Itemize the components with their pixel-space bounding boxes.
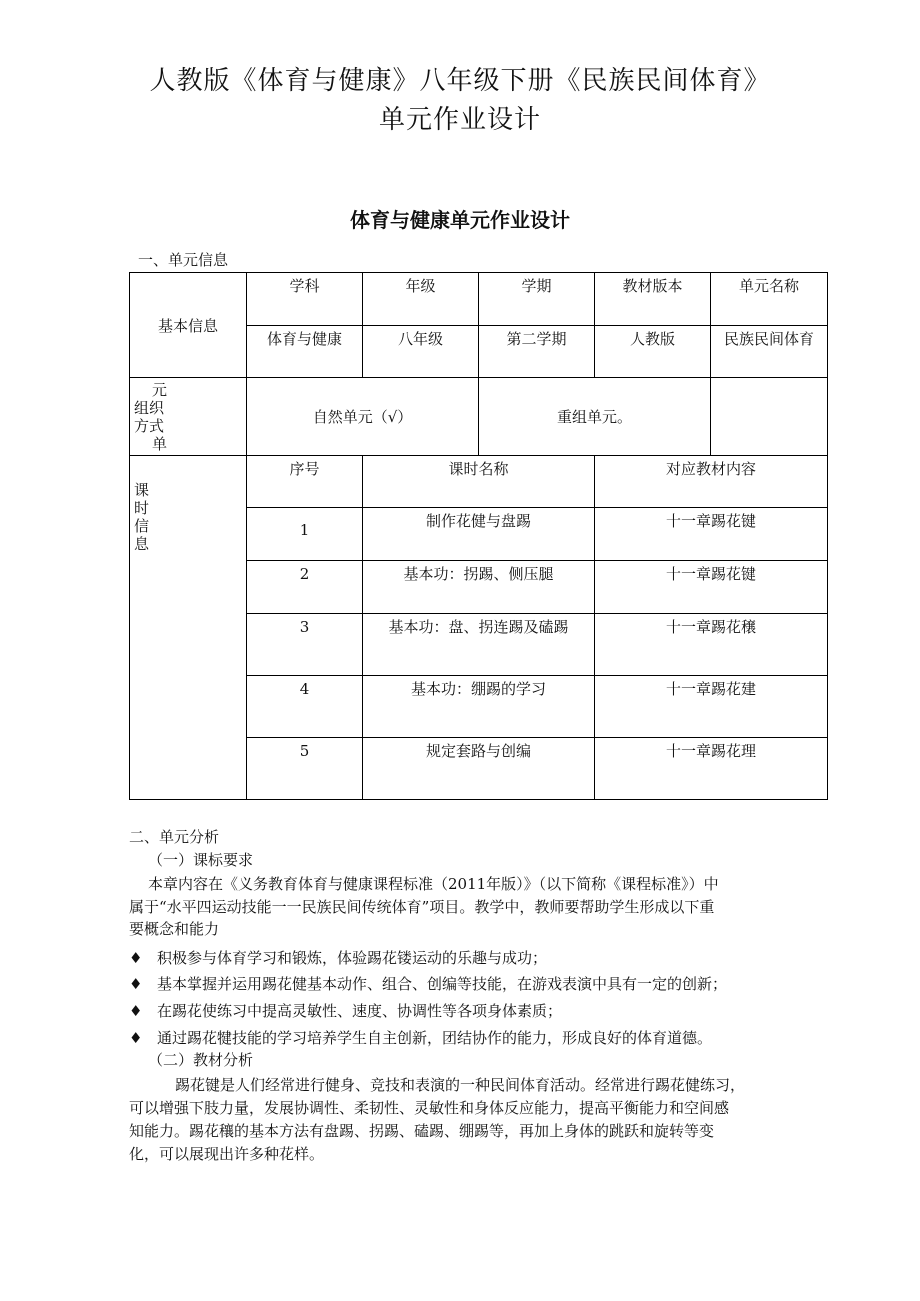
basic-info-label-cell: [130, 273, 247, 378]
lesson-name-cell: [363, 508, 595, 561]
subsection-textbook-heading: （二）教材分析: [148, 1051, 254, 1069]
lesson-name: 基本功：拐踢、侧压腿: [403, 565, 554, 583]
section-unit-analysis-heading: 二、单元分析: [129, 828, 220, 846]
lesson-number-cell: [247, 676, 363, 738]
section-unit-info-heading: 一、单元信息: [138, 251, 229, 269]
lesson-name-cell: [363, 676, 595, 738]
org-label-line: 组织: [134, 398, 165, 417]
bullet-text: 在踢花使练习中提高灵敏性、速度、协调性等各项身体素质；: [157, 1002, 563, 1020]
header-textbook-version: 教材版本: [622, 277, 683, 295]
header-cell: [247, 456, 363, 508]
bullet-diamond-icon: ♦: [129, 1002, 143, 1020]
lesson-content: 十一章踢花穣: [665, 618, 756, 636]
org-label-line: 元: [152, 380, 168, 399]
natural-unit-cell: [247, 378, 479, 456]
lesson-content: 十一章踢花建: [665, 680, 756, 698]
textbook-paragraph-line: 化，可以展现出许多种花样。: [129, 1145, 325, 1163]
org-label-cell: [130, 378, 247, 456]
lesson-label-line: 信: [134, 517, 150, 535]
org-label-line: 方式: [134, 416, 165, 435]
value-textbook-version: 人教版: [629, 330, 675, 348]
lesson-name: 基本功：盘、拐连踢及磕踢: [388, 618, 569, 636]
value-cell: [711, 326, 828, 378]
value-subject: 体育与健康: [266, 330, 342, 348]
value-cell: [479, 326, 595, 378]
header-cell: [363, 456, 595, 508]
lesson-content-cell: [595, 561, 828, 614]
lesson-content: 十一章踢花理: [665, 742, 756, 760]
header-cell: [711, 273, 828, 326]
value-unit-name: 民族民间体育: [723, 330, 814, 348]
lesson-content-cell: [595, 614, 828, 676]
header-cell: [363, 273, 479, 326]
list-item: [129, 1028, 829, 1048]
basic-info-label: 基本信息: [157, 316, 218, 335]
lesson-name-cell: [363, 614, 595, 676]
lesson-label-line: 时: [134, 499, 150, 517]
unit-info-table: [129, 272, 828, 800]
bullet-diamond-icon: ♦: [129, 949, 143, 967]
curriculum-paragraph-line: 要概念和能力: [129, 920, 220, 938]
textbook-paragraph-line: 可以增强下肢力量，发展协调性、柔韧性、灵敏性和身体反应能力，提高平衡能力和空间感: [129, 1099, 730, 1117]
subsection-curriculum-heading: （一）课标要求: [148, 851, 254, 869]
lesson-number: 3: [299, 618, 310, 636]
header-cell: [595, 273, 711, 326]
lesson-label-line: 息: [134, 535, 150, 553]
lesson-content: 十一章踢花键: [665, 565, 756, 583]
lesson-content: 十一章踢花键: [665, 512, 756, 530]
lesson-name: 制作花健与盘踢: [425, 512, 531, 530]
value-cell: [595, 326, 711, 378]
lesson-name-cell: [363, 738, 595, 800]
lesson-name: 基本功：绷踢的学习: [410, 680, 546, 698]
regroup-unit-option: 重组单元。: [556, 408, 632, 426]
lesson-info-label-cell: [130, 456, 247, 800]
header-lesson-number: 序号: [289, 460, 320, 478]
header-lesson-name: 课时名称: [448, 460, 509, 478]
list-item: [129, 974, 829, 994]
list-item: [129, 1001, 829, 1021]
bullet-diamond-icon: ♦: [129, 1029, 143, 1047]
header-cell: [479, 273, 595, 326]
lesson-number-cell: [247, 561, 363, 614]
value-cell: [363, 326, 479, 378]
lesson-number: 2: [299, 565, 310, 583]
header-semester: 学期: [521, 277, 552, 295]
header-cell: [595, 456, 828, 508]
header-textbook-content: 对应教材内容: [665, 460, 756, 478]
lesson-content-cell: [595, 738, 828, 800]
list-item: [129, 948, 829, 968]
bullet-diamond-icon: ♦: [129, 975, 143, 993]
lesson-number: 5: [299, 742, 310, 760]
lesson-number-cell: [247, 508, 363, 561]
regroup-unit-cell: [479, 378, 711, 456]
lesson-name-cell: [363, 561, 595, 614]
bullet-text: 基本掌握并运用踢花健基本动作、组合、创编等技能，在游戏表演中具有一定的创新；: [157, 975, 728, 993]
value-grade: 八年级: [397, 330, 443, 348]
document-subtitle: 体育与健康单元作业设计: [350, 208, 570, 232]
bullet-text: 通过踢花犍技能的学习培养学生自主创新，团结协作的能力，形成良好的体育道德。: [157, 1029, 713, 1047]
bullet-text: 积极参与体育学习和锻炼，体验踢花镂运动的乐趣与成功；: [157, 949, 548, 967]
lesson-content-cell: [595, 508, 828, 561]
lesson-number-cell: [247, 614, 363, 676]
lesson-number: 4: [299, 680, 310, 698]
value-cell: [247, 326, 363, 378]
header-unit-name: 单元名称: [738, 277, 799, 295]
lesson-content-cell: [595, 676, 828, 738]
textbook-paragraph-line: 知能力。踢花穰的基本方法有盘踢、拐踢、磕踢、绷踢等，再加上身体的跳跃和旋转等变: [129, 1122, 715, 1140]
empty-cell: [711, 378, 828, 456]
curriculum-paragraph-line: 本章内容在《义务教育体育与健康课程标准（2011年版）》（以下简称《课程标准》）中: [148, 875, 719, 893]
header-cell: [247, 273, 363, 326]
lesson-number: 1: [299, 521, 310, 539]
lesson-label-line: 课: [134, 481, 150, 499]
natural-unit-option: 自然单元（√）: [312, 408, 413, 426]
textbook-paragraph-line: 踢花键是人们经常进行健身、竞技和表演的一种民间体育活动。经常进行踢花健练习，: [175, 1076, 746, 1094]
lesson-number-cell: [247, 738, 363, 800]
lesson-name: 规定套路与创编: [425, 742, 531, 760]
org-label-line: 单: [152, 434, 168, 453]
curriculum-paragraph-line: 属于“水平四运动技能一一民族民间传统体育”项目。教学中，教师要帮助学生形成以下重: [129, 898, 715, 916]
value-semester: 第二学期: [506, 330, 567, 348]
document-title-line-1: 人教版《体育与健康》八年级下册《民族民间体育》: [149, 66, 771, 96]
header-grade: 年级: [405, 277, 436, 295]
header-subject: 学科: [289, 277, 320, 295]
document-title-line-2: 单元作业设计: [378, 105, 541, 135]
